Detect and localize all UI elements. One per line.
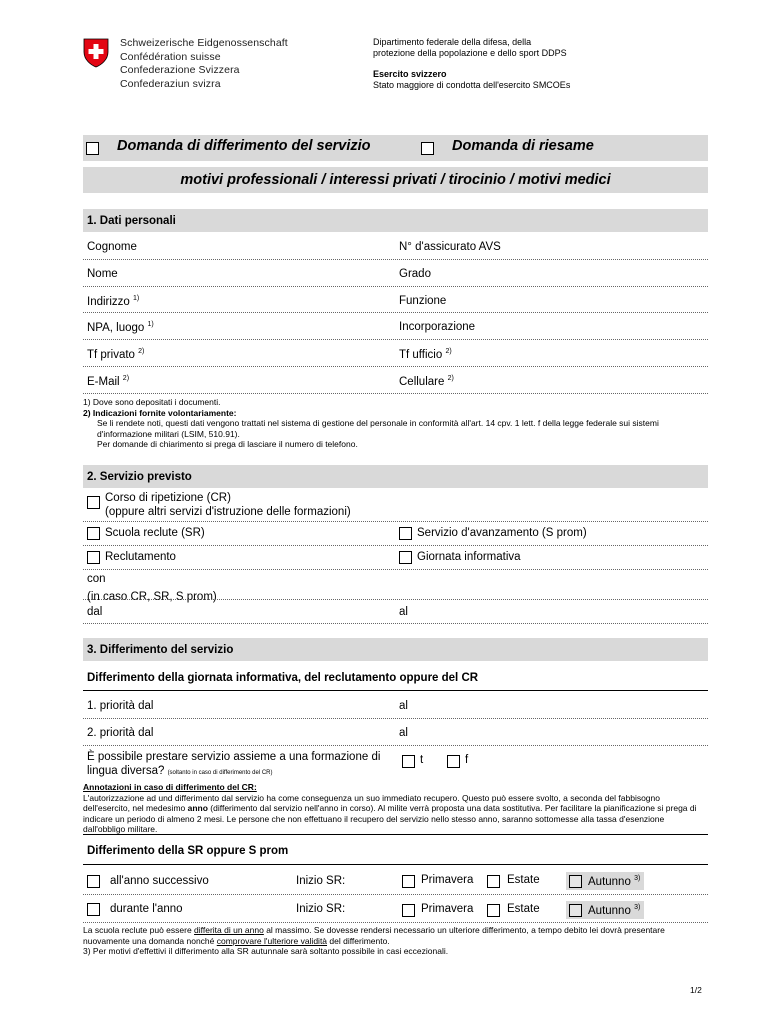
section-personal-data-heading: 1. Dati personali	[83, 209, 708, 232]
cr-annotations	[83, 782, 708, 835]
autumn-label: Autunno $^{3)}$	[588, 904, 641, 917]
office-phone-label: Tf ufficio $^{2)}$	[399, 348, 452, 361]
info-day-label: Giornata informativa	[417, 551, 521, 563]
sr-deferral-note: La scuola reclute può essere differita di un anno al massimo. Se dovesse rendersi necessario un ulteriore differimento, a tempo debito lei dovrà presentare nuovamente una domanda nonché comprovare l'ulteriore validità del differimento.	[83, 925, 665, 946]
during-year-label: durante l'anno	[110, 903, 183, 915]
language-yes-label: t	[420, 754, 424, 766]
language-no-checkbox[interactable]	[447, 755, 460, 768]
spring-label: Primavera	[421, 874, 474, 886]
section-deferral-heading: 3. Differimento del servizio	[83, 638, 708, 661]
recruitment-label: Reclutamento	[105, 551, 176, 563]
field-row[interactable]	[83, 340, 708, 367]
reasons-subtitle: motivi professionali / interessi privati / tirocinio / motivi medici	[180, 172, 611, 188]
sr-footnotes	[83, 925, 708, 957]
info-day-checkbox[interactable]	[399, 551, 412, 564]
private-phone-label: Tf privato $^{2)}$	[87, 348, 145, 361]
staff-name: Stato maggiore di condotta dell'esercito SMCOEs	[373, 80, 571, 90]
note-2-label: 2) Indicazioni fornite volontariamente:	[83, 407, 237, 418]
deferral-sr-subheading: Differimento della SR oppure S prom	[87, 845, 289, 857]
spring-label: Primavera	[421, 903, 474, 915]
personal-data-notes	[83, 397, 708, 450]
postcode-city-label: NPA, luogo $^{1)}$	[87, 321, 154, 334]
email-label: E-Mail $^{2)}$	[87, 375, 130, 388]
divider	[83, 718, 708, 719]
priority1-from-label: 1. priorità dal	[87, 700, 154, 712]
department-line1: Dipartimento federale della difesa, della	[373, 37, 532, 47]
summer-checkbox[interactable]	[487, 875, 500, 888]
divider	[83, 623, 708, 624]
autumn-footnote: 3) Per motivi d'effettivi il differimento alla SR autunnale sarà soltanto possibile in casi eccezionali.	[83, 946, 449, 956]
section-planned-service-heading: 2. Servizio previsto	[83, 465, 708, 488]
during-year-checkbox[interactable]	[87, 903, 100, 916]
autumn-label: Autunno $^{3)}$	[588, 875, 641, 888]
confederation-it: Confederazione Svizzera	[120, 64, 240, 76]
sprom-label: Servizio d'avanzamento (S prom)	[417, 527, 587, 539]
cr-checkbox[interactable]	[87, 496, 100, 509]
department-block	[373, 37, 570, 91]
divider	[83, 894, 708, 895]
sr-checkbox[interactable]	[87, 527, 100, 540]
annotations-text: L'autorizzazione ad und differimento dal servizio ha come conseguenza un suo immediato recupero. Questo può essere svolto, a seconda del fabbisogno dell'esercito, nel medesimo anno (differimento dal servizio nell'anno in corso). Al milite verrà proposta una data sostitutiva. Per facilitare la pianificazione si prega di indicare un periodo di almeno 2 mesi. Le persone che non effettuano il recupero del servizio nello stesso anno, saranno sottomesse alla tassa d'esenzione dall'obbligo militare.	[83, 792, 697, 834]
other-language-question: È possibile prestare servizio assieme a una formazione di lingua diversa? (soltanto in caso di differimento del CR)	[87, 751, 381, 777]
confederation-fr: Confédération suisse	[120, 50, 221, 63]
divider	[83, 834, 708, 835]
priority2-from-label: 2. priorità dal	[87, 727, 154, 739]
divider	[83, 690, 708, 691]
sprom-checkbox[interactable]	[399, 527, 412, 540]
rank-label: Grado	[399, 268, 431, 280]
army-name: Esercito svizzero	[373, 69, 447, 79]
incorporation-label: Incorporazione	[399, 321, 476, 333]
deferral-request-checkbox[interactable]	[86, 142, 99, 155]
recruitment-checkbox[interactable]	[87, 551, 100, 564]
confederation-de: Schweizerische Eidgenossenschaft	[120, 37, 288, 49]
next-year-label: all'anno successivo	[110, 875, 209, 887]
field-row[interactable]	[83, 232, 708, 260]
language-no-label: f	[465, 754, 469, 766]
sr-start-label: Inizio SR:	[296, 903, 346, 915]
priority1-to-label: al	[399, 700, 408, 712]
field-row[interactable]	[83, 287, 708, 313]
cr-label: Corso di ripetizione (CR) (oppure altri servizi d'istruzione delle formazioni)	[105, 492, 351, 518]
note-2-text2: Per domande di chiarimento si prega di lasciare il numero di telefono.	[97, 439, 358, 449]
annotations-title: Annotazioni in caso di differimento del CR:	[83, 782, 257, 792]
divider	[83, 922, 708, 923]
divider	[83, 569, 708, 570]
title-bar	[83, 135, 708, 161]
priority2-to-label: al	[399, 727, 408, 739]
subtitle-bar	[83, 167, 708, 193]
with-unit-label: con	[87, 573, 106, 585]
summer-checkbox[interactable]	[487, 904, 500, 917]
spring-checkbox[interactable]	[402, 904, 415, 917]
autumn-checkbox[interactable]	[569, 875, 582, 888]
first-name-label: Nome	[87, 268, 118, 280]
address-label: Indirizzo $^{1)}$	[87, 295, 140, 308]
department-line2: protezione della popolazione e dello sport DDPS	[373, 48, 567, 58]
mobile-label: Cellulare $^{2)}$	[399, 375, 454, 388]
summer-label: Estate	[507, 903, 540, 915]
page-number: 1/2	[690, 985, 702, 995]
from-label: dal	[87, 606, 103, 618]
surname-label: Cognome	[87, 241, 137, 253]
confederation-name	[120, 37, 288, 91]
field-row[interactable]	[83, 313, 708, 340]
divider	[83, 521, 708, 522]
divider	[83, 599, 708, 600]
sr-label: Scuola reclute (SR)	[105, 527, 205, 539]
next-year-checkbox[interactable]	[87, 875, 100, 888]
sr-start-label: Inizio SR:	[296, 875, 346, 887]
avs-number-label: N° d'assicurato AVS	[399, 241, 501, 253]
function-label: Funzione	[399, 295, 447, 307]
summer-label: Estate	[507, 874, 540, 886]
deferral-request-title: Domanda di differimento del servizio	[117, 138, 371, 154]
with-unit-note: (in caso CR, SR, S prom)	[87, 591, 217, 603]
note-1: 1) Dove sono depositati i documenti.	[83, 397, 221, 407]
divider	[83, 745, 708, 746]
divider	[83, 864, 708, 865]
divider	[83, 545, 708, 546]
deferral-cr-subheading: Differimento della giornata informativa, del reclutamento oppure del CR	[87, 672, 479, 684]
field-row[interactable]	[83, 260, 708, 287]
to-label: al	[399, 606, 408, 618]
confederation-rm: Confederaziun svizra	[120, 77, 221, 90]
swiss-coat-of-arms-icon	[83, 38, 109, 68]
note-2-text: Se li rendete noti, questi dati vengono trattati nel sistema di gestione del personale in conformità all'art. 14 cpv. 1 lett. f della legge federale sui sistemi d'informazione militari (LSIM, 510.91).	[97, 418, 659, 439]
review-request-title: Domanda di riesame	[452, 138, 594, 154]
review-request-checkbox[interactable]	[421, 142, 434, 155]
autumn-checkbox[interactable]	[569, 904, 582, 917]
spring-checkbox[interactable]	[402, 875, 415, 888]
language-yes-checkbox[interactable]	[402, 755, 415, 768]
field-row[interactable]	[83, 367, 708, 394]
